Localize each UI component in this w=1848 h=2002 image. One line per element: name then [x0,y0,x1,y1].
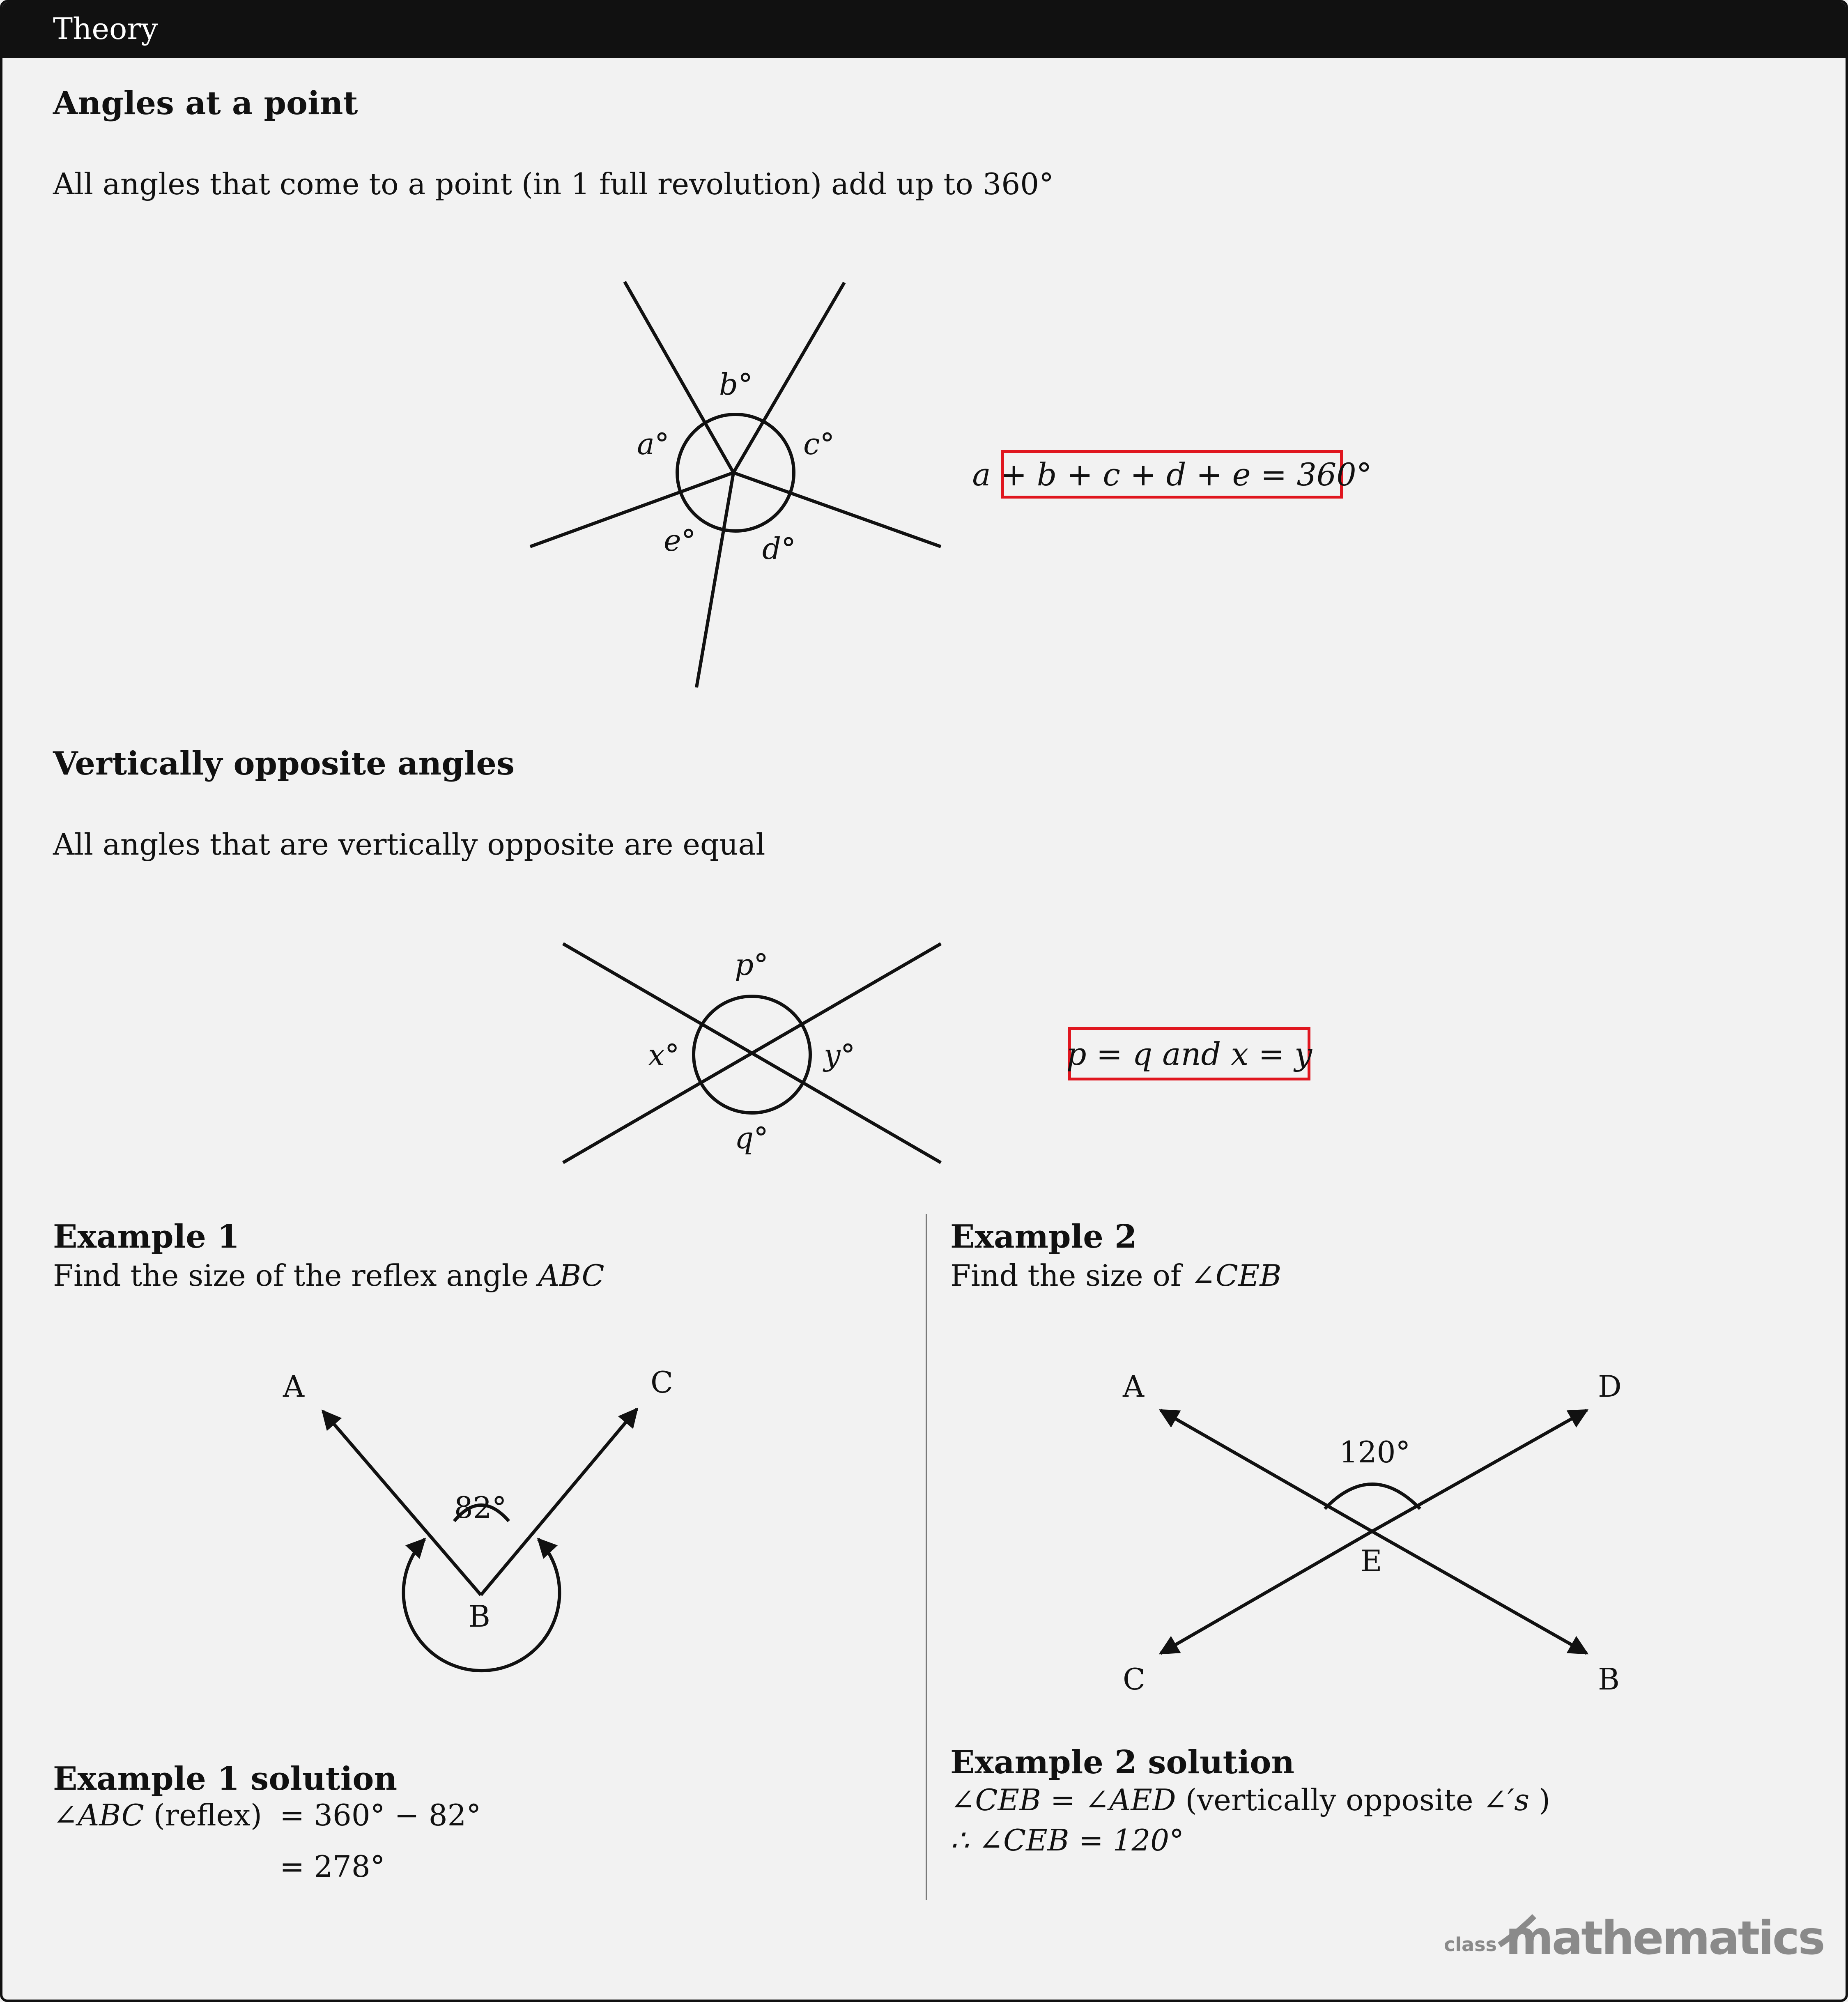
point-c-ex2: C [1123,1662,1146,1696]
example2-solution-heading: Example 2 solution [950,1744,1295,1781]
angle-arc-120 [1325,1484,1420,1509]
point-d-ex2: D [1598,1369,1622,1404]
ray-4 [696,473,733,687]
logo-big-text: mathematics [1506,1912,1824,1965]
example1-heading: Example 1 [53,1218,240,1255]
point-e-ex2: E [1361,1544,1382,1578]
label-a: a° [637,427,669,461]
class-mathematics-logo [1444,1912,1824,1965]
example2-question-var: ∠CEB [1191,1258,1282,1293]
example1-solution-line1-rhs: = 360° − 82° [280,1798,481,1832]
diagrams-layer [2,2,1846,2000]
angles-at-point-diagram [530,282,941,687]
formula-angles-at-point: a + b + c + d + e = 360° [1001,450,1343,499]
example2-heading: Example 2 [950,1218,1137,1255]
point-b-ex2: B [1598,1662,1620,1696]
ray-5 [530,473,733,547]
section-text-angles-at-point: All angles that come to a point (in 1 full revolution) add up to 360° [53,167,1054,201]
label-c: c° [803,427,835,461]
section-heading-vertically-opposite: Vertically opposite angles [53,745,515,782]
label-p: p° [735,947,769,982]
ray-eb [1372,1531,1587,1653]
example1-solution-line1: ∠ABC (reflex) [53,1798,262,1832]
section-heading-angles-at-point: Angles at a point [53,85,358,122]
point-a-ex2: A [1123,1369,1144,1404]
label-e: e° [664,523,696,558]
example2-solution-line2: ∴ ∠CEB = 120° [950,1823,1184,1857]
section-text-vertically-opposite: All angles that are vertically opposite are equal [53,827,765,862]
label-y: y° [824,1038,855,1072]
label-q: q° [735,1121,769,1155]
angle-label-82: 82° [454,1490,507,1525]
ray-ea [1161,1410,1372,1531]
point-c-ex1: C [650,1365,673,1400]
example1-solution-line2: = 278° [280,1849,385,1884]
label-x: x° [648,1038,680,1072]
label-d: d° [762,531,796,566]
example2-question: Find the size of ∠CEB [950,1258,1282,1293]
formula-vertically-opposite: p = q and x = y [1068,1027,1310,1080]
ray-ec [1161,1531,1372,1653]
logo-small-text: class [1444,1933,1497,1956]
header-title: Theory [53,11,158,46]
ray-ed [1372,1410,1587,1531]
point-a-ex1: A [283,1369,304,1404]
example2-solution-line1: ∠CEB = ∠AED (vertically opposite ∠′s ) [950,1783,1551,1817]
example1-solution-heading: Example 1 solution [53,1760,398,1797]
label-b: b° [719,367,753,402]
point-b-ex1: B [469,1599,490,1634]
example1-question-var: ABC [538,1258,605,1293]
example1-question: Find the size of the reflex angle ABC [53,1258,605,1293]
angle-label-120: 120° [1339,1435,1411,1469]
